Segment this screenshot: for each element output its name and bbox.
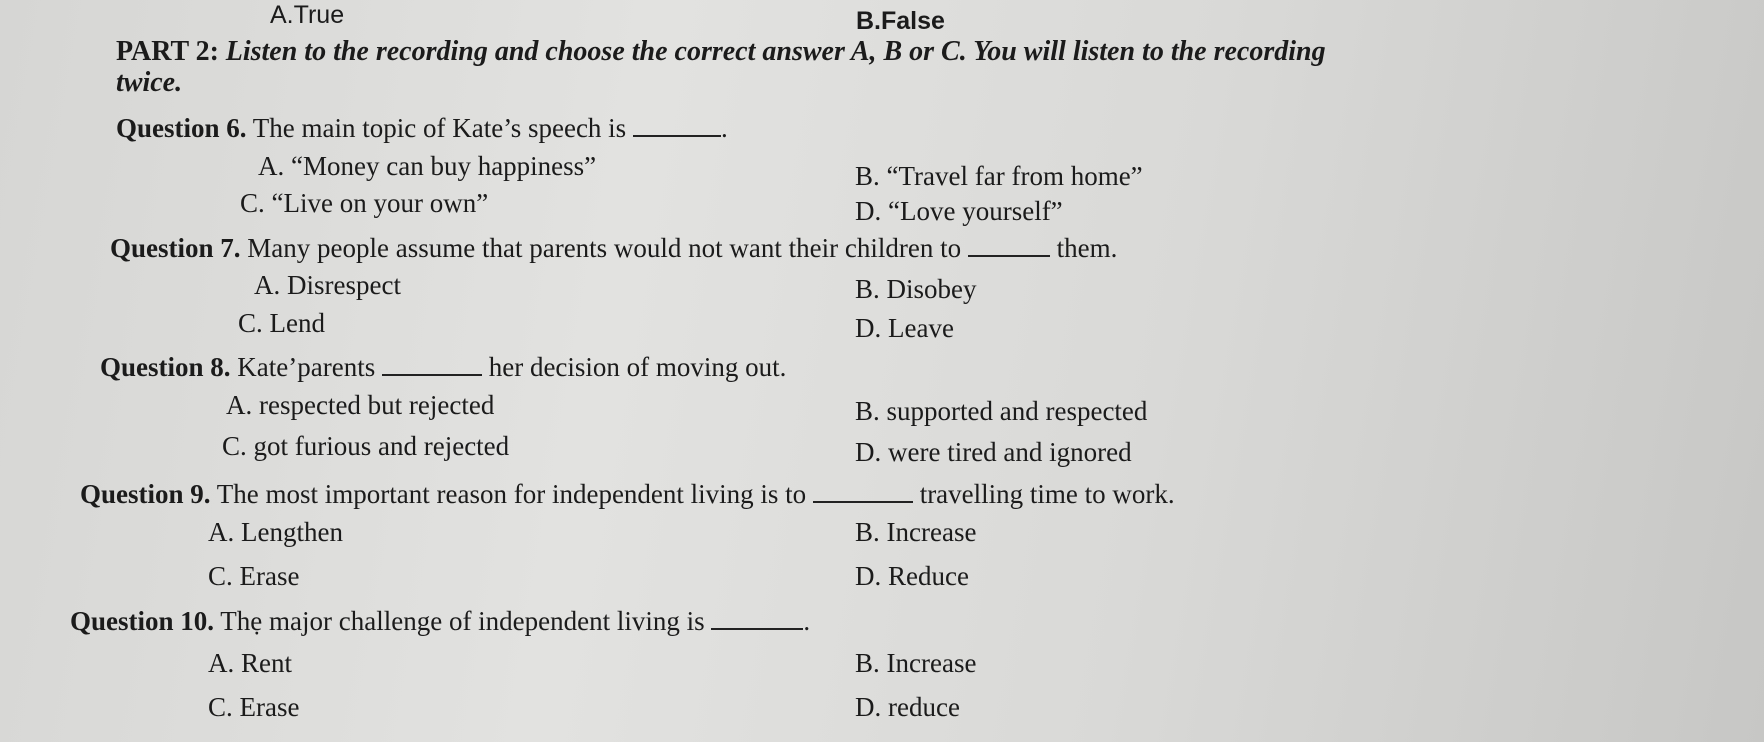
question-7-option-c: C. Lend	[238, 308, 325, 338]
question-label: Question 10.	[70, 606, 215, 636]
part2-instruction-line2: twice.	[116, 67, 183, 98]
question-6-option-d: D. “Love yourself”	[855, 196, 1063, 226]
answer-blank	[813, 479, 913, 503]
question-6-stem	[116, 113, 728, 143]
question-text: The main topic of Kate’s speech is	[252, 113, 627, 143]
question-text-end: .	[803, 606, 811, 636]
question-10-stem	[70, 606, 810, 636]
answer-blank	[968, 233, 1050, 257]
question-label: Question 8.	[100, 352, 231, 382]
answer-blank	[382, 352, 482, 376]
question-6-option-c: C. “Live on your own”	[240, 188, 489, 218]
question-8-option-d: D. were tired and ignored	[855, 437, 1132, 467]
part2-instruction-line1: Listen to the recording and choose the correct answer A, B or C. You will listen to the recording	[225, 36, 1326, 67]
question-9-option-b: B. Increase	[855, 517, 977, 547]
question-8-stem	[100, 352, 786, 382]
part2-instruction	[116, 36, 1326, 67]
question-text: Thẹ major challenge of independent living is	[220, 606, 705, 636]
question-label: Question 6.	[116, 113, 247, 143]
question-label: Question 9.	[80, 479, 211, 509]
part1-option-b: B.False	[856, 7, 945, 35]
question-10-option-d: D. reduce	[855, 692, 960, 722]
question-7-option-a: A. Disrespect	[254, 270, 401, 300]
question-9-option-a: A. Lengthen	[208, 517, 343, 547]
question-8-option-c: C. got furious and rejected	[222, 431, 510, 461]
question-7-stem	[110, 233, 1117, 263]
answer-blank	[711, 606, 803, 630]
question-10-option-a: A. Rent	[208, 648, 292, 678]
question-8-option-b: B. supported and respected	[855, 396, 1148, 426]
part2-heading: PART 2:	[116, 36, 219, 67]
question-6-option-a: A. “Money can buy happiness”	[258, 151, 597, 181]
question-9-stem	[80, 479, 1175, 509]
question-text-end: them.	[1056, 233, 1118, 263]
question-9-option-d: D. Reduce	[855, 561, 969, 591]
question-text-end: her decision of moving out.	[488, 352, 787, 382]
question-text: The most important reason for independent living is to	[216, 479, 807, 509]
part1-option-a: A.True	[270, 1, 345, 29]
question-7-option-d: D. Leave	[855, 313, 954, 343]
question-text-end: .	[720, 113, 728, 143]
question-text: Kate’parents	[237, 352, 376, 382]
question-text-end: travelling time to work.	[919, 479, 1175, 509]
question-7-option-b: B. Disobey	[855, 274, 977, 304]
question-10-option-b: B. Increase	[855, 648, 977, 678]
question-10-option-c: C. Erase	[208, 692, 300, 722]
question-8-option-a: A. respected but rejected	[226, 390, 495, 420]
question-label: Question 7.	[110, 233, 241, 263]
question-text: Many people assume that parents would not want their children to	[247, 233, 962, 263]
answer-blank	[633, 113, 721, 137]
question-6-option-b: B. “Travel far from home”	[855, 161, 1143, 191]
question-9-option-c: C. Erase	[208, 561, 300, 591]
